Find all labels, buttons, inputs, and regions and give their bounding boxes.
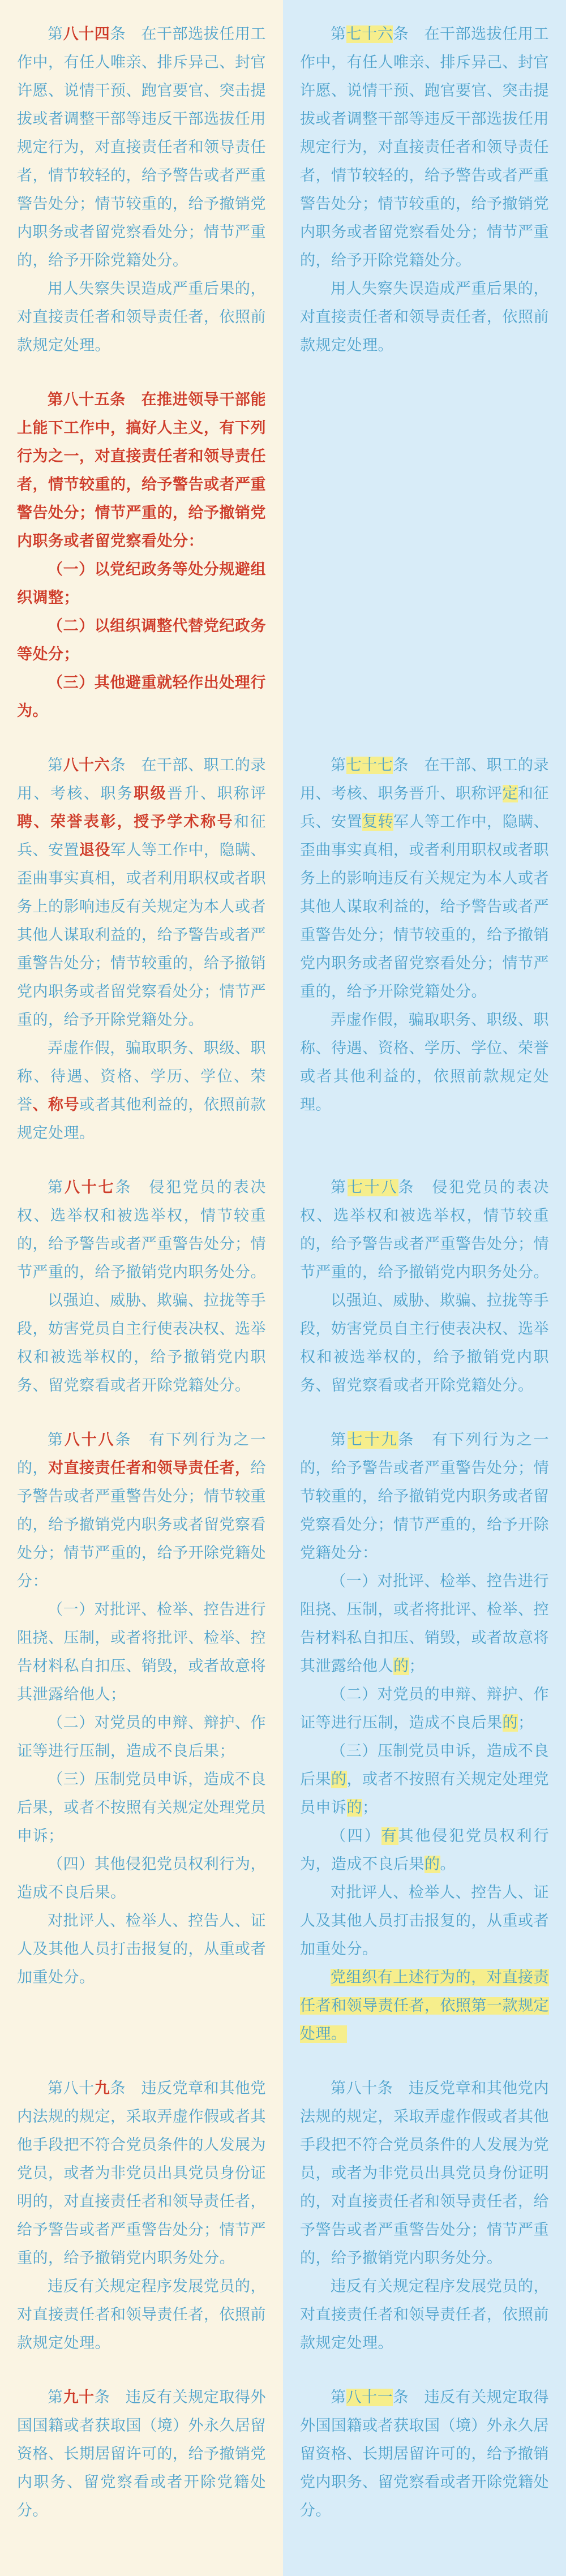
body-text: 条 [94,2389,126,2406]
article-paragraph [300,2273,549,2358]
article-85-left-column [0,386,283,725]
article-paragraph [17,275,266,360]
body-text: ； [362,1799,378,1817]
body-text: 军人等工作中，隐瞒、歪曲事实真相，或者利用职权或者职务上的影响违反有关规定为本人或者其他人谋取利益的，给予警告或者严重警告处分；情节较重的，给予撤销党内职务或者留党察看处分；情节严重的，给予开除党籍处分。 [300,813,549,1001]
article-81-right-column [283,2384,566,2525]
article-paragraph [17,1426,266,1596]
body-text: （一）对批评、检举、控告进行阻挠、压制，或者将批评、检举、控告材料私自扣压、销毁，或者故意将其泄露给他人 [300,1573,549,1675]
body-text: 对批评人、检举人、控告人、证人及其他人员打击报复的，从重或者加重处分。 [300,1884,549,1958]
body-text: 第 [331,1431,348,1449]
body-text: 第 [48,2389,63,2406]
body-text: 和征兵、安置 [17,813,267,859]
article-paragraph [17,1034,266,1148]
body-text: 给予警告或者严重警告处分；情节较重的，给予撤销党内职务或者留党察看处分；情节严重的，给予开除党籍处分： [17,1459,266,1590]
body-text: 在干部、职工的录用、考核、职务 [17,757,267,802]
added-text-emphasis: 对直接责任者和领导责任者， [48,1459,251,1477]
article-78-right-column [283,1174,566,1400]
body-text: （一）对批评、检举、控告进行阻挠、压制，或者将批评、检举、控告材料私自扣压、销毁，或者故意将其泄露给他人； [17,1601,266,1703]
added-text-emphasis: 第八十五条 在推进领导干部能上能下工作中，搞好人主义，有下列行为之一，对直接责任者和领导责任者，情节较重的，给予警告或者严重警告处分；情节严重的，给予撤销党内职务或者留党察看处分： [17,391,266,550]
article-89-left-column [0,2075,283,2358]
article-paragraph [17,386,266,556]
body-text: 违反有关规定程序发展党员的，对直接责任者和领导责任者，依照前款规定处理。 [17,2278,266,2352]
article-paragraph [300,20,549,275]
article-paragraph [300,1568,549,1681]
article-paragraph [17,556,266,612]
article-paragraph [300,1006,549,1119]
body-text: 在干部、职工的录用、考核、职务晋升、职称评 [300,757,550,802]
article-paragraph [300,1287,549,1400]
body-text: （三）压制党员申诉，造成不良后果 [300,1742,549,1788]
body-text: 条 [110,25,142,43]
article-paragraph [300,1822,549,1879]
removed-text-highlight: 的 [393,1658,409,1675]
added-text-emphasis: 聘、荣誉表彰，授予学术称号 [17,813,234,831]
body-text: 侵犯党员的表决权、选举权和被选举权，情节较重的，给予警告或者严重警告处分；情节严重的，给予撤销党内职务处分。 [17,1179,266,1281]
added-text-emphasis: 八十六 [63,757,110,774]
body-text: 用人失察失误造成严重后果的，对直接责任者和领导责任者，依照前款规定处理。 [17,280,266,354]
article-paragraph [300,1426,549,1568]
added-text-emphasis: 退役 [79,842,110,859]
body-text: 第 [48,25,63,43]
article-90-left-column [0,2384,283,2525]
body-text: 有下列行为之一的， [17,1431,266,1477]
empty-cell [283,386,566,725]
article-paragraph [17,1709,266,1766]
removed-text-highlight: 的 [424,1856,440,1873]
article-paragraph [300,1681,549,1737]
article-paragraph [17,2273,266,2358]
body-text: （二）对党员的申辩、辩护、作证等进行压制，造成不良后果 [300,1686,549,1732]
article-paragraph [17,1287,266,1400]
body-text: 违反有关规定取得外国国籍或者获取国（境）外永久居留资格、长期居留许可的，给予撤销党内职务、留党察看或者开除党籍处分。 [17,2389,267,2519]
body-text: 第八十 [48,2080,95,2097]
added-text-emphasis: 职级 [134,785,168,802]
body-text: 第 [331,25,346,43]
removed-text-highlight: 的 [346,1799,362,1817]
body-text: 违反有关规定取得外国国籍或者获取国（境）外永久居留资格、长期居留许可的，给予撤销党内职务、留党察看或者开除党籍处分。 [300,2389,550,2519]
article-77-right-column [283,752,566,1148]
article-88-left-column [0,1426,283,2049]
body-text: 第八十条 违反党章和其他党内法规的规定，采取弄虚作假或者其他手段把不符合党员条件的人发展为党员，或者为非党员出具党员身份证明的，对直接责任者和领导责任者，给予警告或者严重警告处分；情节严重的，给予撤销党内职务处分。 [300,2080,549,2267]
body-text: 第 [331,1179,348,1196]
article-paragraph [300,2384,549,2525]
body-text: 条 [393,2389,424,2406]
added-text-emphasis: （二）以组织调整代替党纪政务等处分； [17,617,266,663]
removed-text-highlight: 复转 [362,813,393,831]
body-text: 第 [48,1179,65,1196]
body-text: ； [518,1714,534,1732]
article-paragraph [300,2075,549,2273]
body-text: （四）其他侵犯党员权利行为，造成不良后果。 [17,1856,266,1901]
article-paragraph [17,1174,266,1287]
body-text: 和征兵、安置 [300,785,549,831]
body-text: 条 [393,25,424,43]
article-86-left-column [0,752,283,1148]
article-79-right-column [283,1426,566,2049]
body-text: 条 [398,1179,432,1196]
body-text: 。 [440,1856,456,1873]
removed-text-highlight: 有 [381,1827,398,1845]
removed-text-highlight: 七十八 [347,1179,398,1196]
article-paragraph [300,1964,549,2049]
article-paragraph [17,1766,266,1851]
article-84-left-column [0,20,283,360]
body-text: 第 [48,1431,65,1449]
body-text: 第 [331,757,346,774]
added-text-emphasis: 八十四 [63,25,110,43]
article-paragraph [17,612,266,669]
body-text: 弄虚作假，骗取职务、职级、职称、待遇、资格、学历、学位、荣誉或者其他利益的，依照前款规定处理。 [300,1011,549,1114]
removed-text-highlight: 定 [502,785,518,802]
removed-text-highlight: 的 [502,1714,518,1732]
body-text: 弄虚作假，骗取职务、职级、职称、待遇、资格、学历、学位、荣誉 [17,1040,266,1114]
article-paragraph [300,1174,549,1287]
body-text: （三）压制党员申诉，造成不良后果，或者不按照有关规定处理党员申诉； [17,1771,266,1845]
body-text: 条 [115,1179,149,1196]
body-text: ，或者不按照有关规定处理党员申诉 [300,1771,549,1817]
removed-text-highlight: 七十七 [346,757,393,774]
removed-text-highlight: 七十九 [347,1431,398,1449]
body-text: 条 [115,1431,149,1449]
article-paragraph [300,1879,549,1964]
body-text: 条 [398,1431,432,1449]
removed-text-highlight: 八十一 [346,2389,393,2406]
body-text: 条 [110,757,142,774]
body-text: 对批评人、检举人、控告人、证人及其他人员打击报复的，从重或者加重处分。 [17,1912,266,1986]
removed-text-highlight: 党组织有上述行为的，对直接责任者和领导责任者，依照第一款规定处理。 [300,1969,549,2043]
added-text-emphasis: 、称号 [32,1096,79,1114]
article-87-left-column [0,1174,283,1400]
body-text: 晋升、职称评 [167,785,267,802]
article-paragraph [17,669,266,725]
article-paragraph [17,20,266,275]
article-80-right-column [283,2075,566,2358]
article-paragraph [300,752,549,1006]
added-text-emphasis: 九十 [63,2389,95,2406]
removed-text-highlight: 七十六 [346,25,393,43]
added-text-emphasis: 九 [94,2080,110,2097]
article-paragraph [17,752,266,1034]
added-text-emphasis: （一）以党纪政务等处分规避组织调整； [17,561,266,607]
body-text: 违反党章和其他党内法规的规定，采取弄虚作假或者其他手段把不符合党员条件的人发展为党员，或者为非党员出具党员身份证明的，对直接责任者和领导责任者，给予警告或者严重警告处分；情节严重的，给予撤销党内职务处分。 [17,2080,267,2267]
body-text: 在干部选拔任用工作中，有任人唯亲、排斥异己、封官许愿、说情干预、跑官要官、突击提拔或者调整干部等违反干部选拔任用规定行为，对直接责任者和领导责任者，情节较轻的，给予警告或者严重警告处分；情节较重的，给予撤销党内职务或者留党察看处分；情节严重的，给予开除党籍处分。 [17,25,267,269]
body-text: 条 [110,2080,142,2097]
article-paragraph [17,2384,266,2525]
removed-text-highlight: 的 [331,1771,347,1788]
article-paragraph [300,275,549,360]
article-paragraph [17,2075,266,2273]
body-text: 在干部选拔任用工作中，有任人唯亲、排斥异己、封官许愿、说情干预、跑官要官、突击提拔或者调整干部等违反干部选拔任用规定行为，对直接责任者和领导责任者，情节较轻的，给予警告或者严重警告处分；情节较重的，给予撤销党内职务或者留党察看处分；情节严重的，给予开除党籍处分。 [300,25,550,269]
body-text: 条 [393,757,424,774]
body-text: ； [409,1658,424,1675]
article-paragraph [300,1737,549,1822]
body-text: 有下列行为之一的，给予警告或者严重警告处分；情节较重的，给予撤销党内职务或者留党察看处分；情节严重的，给予开除党籍处分： [300,1431,549,1562]
body-text: 第 [331,2389,346,2406]
article-paragraph [17,1851,266,1907]
body-text: 违反有关规定程序发展党员的，对直接责任者和领导责任者，依照前款规定处理。 [300,2278,549,2352]
body-text: （四） [331,1827,381,1845]
body-text: 第 [48,757,63,774]
added-text-emphasis: （三）其他避重就轻作出处理行为。 [17,674,266,720]
body-text: 侵犯党员的表决权、选举权和被选举权，情节较重的，给予警告或者严重警告处分；情节严重的，给予撤销党内职务处分。 [300,1179,549,1281]
added-text-emphasis: 八十七 [64,1179,115,1196]
body-text: 以强迫、威胁、欺骗、拉拢等手段，妨害党员自主行使表决权、选举权和被选举权的，给予撤销党内职务、留党察看或者开除党籍处分。 [300,1292,549,1394]
body-text: 军人等工作中，隐瞒、歪曲事实真相，或者利用职权或者职务上的影响违反有关规定为本人或者其他人谋取利益的，给予警告或者严重警告处分；情节较重的，给予撤销党内职务或者留党察看处分；情节严重的，给予开除党籍处分。 [17,842,266,1029]
body-text: 以强迫、威胁、欺骗、拉拢等手段，妨害党员自主行使表决权、选举权和被选举权的，给予撤销党内职务、留党察看或者开除党籍处分。 [17,1292,266,1394]
body-text: 或者其他利益的，依照前款规定处理。 [17,1096,266,1142]
body-text: （二）对党员的申辩、辩护、作证等进行压制，造成不良后果； [17,1714,266,1760]
article-76-right-column [283,20,566,360]
body-text: 其他侵犯党员权利行为，造成不良后果 [300,1827,549,1873]
body-text: 用人失察失误造成严重后果的，对直接责任者和领导责任者，依照前款规定处理。 [300,280,549,354]
article-paragraph [17,1596,266,1709]
article-paragraph [17,1907,266,1992]
added-text-emphasis: 八十八 [64,1431,115,1449]
